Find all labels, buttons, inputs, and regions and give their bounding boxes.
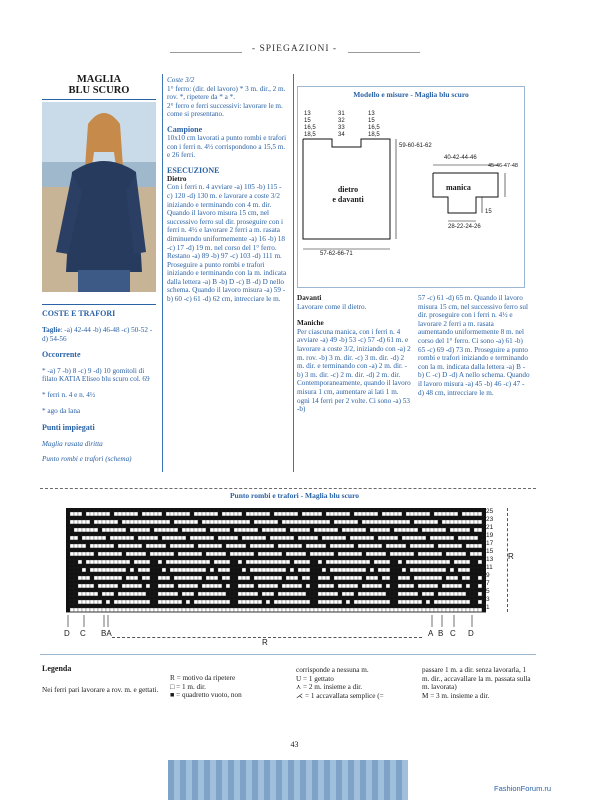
- svg-text:U: U: [474, 531, 478, 537]
- svg-text:U: U: [274, 515, 278, 521]
- legend-item: corrisponde a nessuna m.: [296, 666, 369, 674]
- neck-width-center: 31 32 33 34: [338, 111, 345, 138]
- body-label: [318, 185, 378, 205]
- title-line-1: MAGLIA: [76, 74, 122, 85]
- left-column: [42, 74, 156, 471]
- chart-bottom-ticks: [66, 615, 486, 625]
- svg-text:U: U: [114, 508, 118, 513]
- legend-item: R = motivo da ripetere: [170, 674, 236, 682]
- measures-title: Modello e misure - Maglia blu scuro: [353, 90, 469, 99]
- row-number: 25: [486, 508, 494, 515]
- campione-text: 10x10 cm lavorati a punto rombi e trafori con i ferri n. 4½ corrispondono a 15,5 m. e 26 ferri.: [167, 133, 287, 160]
- neck-width-right: 13 15 16,5 18,5: [368, 111, 380, 138]
- section-rule: [42, 304, 156, 305]
- svg-text:U: U: [294, 508, 298, 513]
- legend-item: ■ = quadretto vuoto, non: [170, 691, 242, 700]
- model-photo: [42, 102, 156, 292]
- row-number: 9: [486, 572, 490, 579]
- stitch-grid: [66, 508, 486, 614]
- label-d-right: D: [468, 629, 474, 638]
- svg-text:U: U: [194, 523, 198, 529]
- coste-row-2: 2° ferro e ferri successivi: lavorare le m. come si presentano.: [167, 101, 283, 119]
- svg-text:U: U: [214, 515, 218, 521]
- svg-text:U: U: [434, 523, 438, 529]
- svg-text:U: U: [354, 508, 358, 513]
- row-number: 17: [486, 540, 494, 547]
- row-number: 11: [486, 564, 493, 571]
- col4-text: 57 -c) 61 -d) 65 m. Quando il lavoro misura 15 cm, nel successivo ferro sul dir. proseguire con i ferri n. 4½ e lavorare 2 ferri a m. rasata aumentando uniformemente 8 m. nel corso del 1° ferro. Ci sono -a) 61 -b) 65 -c) 69 -d) 73 m. Proseguire a punto rombi e trafori iniziando e terminando con la m. indicata dalla lettera -a) B -b) C -c) D -d) A nello schema. Quando il lavoro misura -a) 45 -b) 46 -c) 47 -d) 48 cm, intrecciare le m.: [418, 294, 530, 397]
- body-label-line: dietro: [337, 185, 359, 194]
- svg-text:U: U: [414, 508, 418, 513]
- svg-text:U: U: [334, 515, 338, 521]
- legend-item: □ = 1 m. dir.: [170, 682, 206, 691]
- measures-panel: [297, 86, 525, 288]
- sleeve-top-label: 40-42-44-46: [444, 155, 477, 161]
- svg-text:U: U: [214, 539, 218, 545]
- legend-item: ⋏ = 2 m. insieme a dir.: [296, 683, 363, 692]
- svg-text:U: U: [454, 539, 458, 545]
- dietro-title: Dietro: [167, 174, 187, 183]
- width-label: 57-62-66-71: [320, 251, 353, 257]
- legend-item: U = 1 gettato: [296, 674, 334, 683]
- coste-title: COSTE E TRAFORI: [42, 309, 116, 318]
- pattern-title: [42, 74, 156, 96]
- svg-text:U: U: [374, 547, 378, 553]
- watermark: FashionForum.ru: [494, 784, 552, 793]
- legend-item: passare 1 m. a dir. senza lavorarla, 1 m. dir., accavallare la m. passata sulla m. lavorata): [422, 666, 531, 692]
- label-a-right: A: [428, 629, 434, 638]
- svg-text:U: U: [74, 547, 78, 553]
- esecuzione-title: ESECUZIONE: [167, 165, 220, 175]
- row-number: 19: [486, 532, 494, 539]
- svg-text:U: U: [94, 539, 98, 545]
- col3: [297, 294, 411, 414]
- label-ba-left: BA: [101, 629, 112, 638]
- occorrente-line: * ferri n. 4 e n. 4½: [42, 390, 96, 399]
- svg-text:U: U: [154, 539, 158, 545]
- davanti-title: Davanti: [297, 294, 322, 302]
- model-figure-icon: [42, 102, 156, 292]
- maniche-text: Per ciascuna manica, con i ferri n. 4 avviare -a) 49 -b) 53 -c) 57 -d) 61 m. e lavorare a coste 3/2, iniziando con -a) 2 m. rov. -b) 3 m. dir. -c) 3 m. dir. -d) 2 m. dir. e terminando con -a) 2 m. dir. -b) 3 m. dir. -c) 2 m. dir. -d) 2 m. dir. Contemporaneamente, quando il lavoro misura 1 cm, aumentare ai lati 1 m. ogni 14 ferri per 2 volte. Ci sono -a) 53 -b): [297, 327, 411, 414]
- svg-text:U: U: [174, 531, 178, 537]
- punti-line: Punto rombi e trafori (schema): [42, 455, 132, 464]
- sleeve-cuff-label: 15: [485, 209, 492, 215]
- maniche-title: Maniche: [297, 319, 324, 328]
- svg-text:U: U: [414, 531, 418, 537]
- row-number: 3: [486, 596, 490, 603]
- legend-col2: [170, 674, 288, 700]
- svg-text:U: U: [334, 539, 338, 545]
- svg-text:U: U: [434, 547, 438, 553]
- sleeve-bottom-label: 28-22-24-26: [448, 224, 481, 230]
- svg-text:U: U: [374, 523, 378, 529]
- label-b-right: B: [438, 629, 444, 638]
- page-number: 43: [290, 740, 299, 749]
- svg-text:U: U: [114, 531, 118, 537]
- page-header: - SPIEGAZIONI -: [251, 44, 338, 54]
- legend-item: ⋌ = 1 accavallata semplice (=: [296, 691, 384, 700]
- coste-heading: Coste 3/2: [167, 76, 195, 84]
- label-c-left: C: [80, 629, 86, 638]
- legend-intro: Nei ferri pari lavorare a rov. m. e gettati.: [42, 686, 159, 694]
- legend-col3: [296, 666, 414, 700]
- occorrente-line: * ago da lana: [42, 406, 81, 415]
- svg-text:U: U: [354, 531, 358, 537]
- column-separator: [162, 74, 163, 472]
- legend-title: Legenda: [42, 664, 72, 673]
- davanti-text: Lavorare come il dietro.: [297, 302, 367, 311]
- svg-text:U: U: [134, 547, 138, 553]
- row-number: 15: [486, 548, 494, 555]
- svg-text:U: U: [454, 515, 458, 521]
- chart-panel-border: [40, 488, 536, 489]
- svg-text:U: U: [314, 523, 318, 529]
- svg-text:U: U: [474, 508, 478, 513]
- svg-text:U: U: [294, 531, 298, 537]
- sleeve-label: manica: [446, 183, 471, 192]
- svg-text:U: U: [254, 523, 258, 529]
- occorrente-title: Occorrente: [42, 350, 81, 360]
- label-c-right: C: [450, 629, 456, 638]
- svg-text:U: U: [154, 515, 158, 521]
- height-label: 59-60-61-62: [399, 143, 432, 149]
- repeat-label-bottom: R: [262, 638, 268, 647]
- svg-text:U: U: [234, 531, 238, 537]
- taglie-label: Taglie: [42, 326, 61, 334]
- svg-text:U: U: [174, 508, 178, 513]
- row-number: 13: [486, 556, 494, 563]
- chart-title: Punto rombi e trafori - Maglia blu scuro: [229, 491, 360, 500]
- repeat-bracket-right: [499, 508, 508, 612]
- column-separator: [293, 74, 294, 472]
- col4: [418, 294, 530, 397]
- campione-title: Campione: [167, 124, 203, 134]
- row-number: 1: [486, 604, 490, 611]
- svg-text:U: U: [394, 515, 398, 521]
- row-number: 23: [486, 516, 494, 523]
- svg-text:U: U: [314, 547, 318, 553]
- svg-text:U: U: [74, 523, 78, 529]
- row-number: 5: [486, 588, 490, 595]
- middle-column: [167, 76, 287, 304]
- neck-width-left: 13 15 16,5 18,5: [304, 111, 316, 138]
- repeat-label-right: R: [508, 552, 514, 561]
- row-number: 7: [486, 580, 490, 587]
- legend-rule: [40, 654, 536, 655]
- body-label-line: e davanti: [332, 195, 364, 204]
- taglie-paragraph: [42, 326, 156, 343]
- svg-text:U: U: [234, 508, 238, 513]
- dietro-text: Con i ferri n. 4 avviare -a) 105 -b) 115 -c) 120 -d) 130 m. e lavorare a coste 3/2 iniziando e terminando con 4 m. dir. Quando il lavoro misura 15 cm, nel successivo ferro sul dir. proseguire con i ferri n. 4½ e lavorare 2 ferri a m. rasata diminuendo uniformemente -a) 16 -b) 18 -c) 17 -d) 19 m. nel corso del 1° ferro. Restano -a) 89 -b) 97 -c) 103 -d) 111 m. Proseguire a punto rombi e trafori iniziando e terminando con la m. indicata dalla lettera -a) B -b) D -c) B -d) D nello schema. Quando il lavoro misura -a) 59 -b) 60 -c) 61 -d) 62 cm, intrecciare le m.: [167, 183, 287, 304]
- header-rule-right: [348, 52, 420, 53]
- svg-text:U: U: [394, 539, 398, 545]
- title-line-2: BLU SCURO: [68, 85, 130, 96]
- svg-text:U: U: [274, 539, 278, 545]
- svg-text:U: U: [254, 547, 258, 553]
- svg-text:U: U: [94, 515, 98, 521]
- taglie-text: : -a) 42-44 -b) 46-48 -c) 50-52 -d) 54-56: [42, 326, 153, 343]
- yarn-swatch-image: [168, 760, 408, 800]
- title-rule: [42, 99, 156, 100]
- occorrente-line: * -a) 7 -b) 8 -c) 9 -d) 10 gomitoli di filato KATIA Eliseo blu scuro col. 69: [42, 366, 150, 384]
- label-d-left: D: [64, 629, 70, 638]
- svg-text:U: U: [134, 523, 138, 529]
- legend-col4: [422, 666, 534, 700]
- stitch-chart: [66, 508, 486, 614]
- punti-line: Maglia rasata diritta: [42, 439, 103, 448]
- legend-item: M = 3 m. insieme a dir.: [422, 691, 490, 700]
- punti-title: Punti impiegati: [42, 423, 95, 433]
- row-number: 21: [486, 524, 494, 531]
- sleeve-side-label: 45-46-47-48: [488, 163, 518, 169]
- svg-text:U: U: [194, 547, 198, 553]
- coste-row-1: 1° ferro: (dir. del lavoro) * 3 m. dir., 2 m. rov. *, ripetere da * a *.: [167, 84, 286, 102]
